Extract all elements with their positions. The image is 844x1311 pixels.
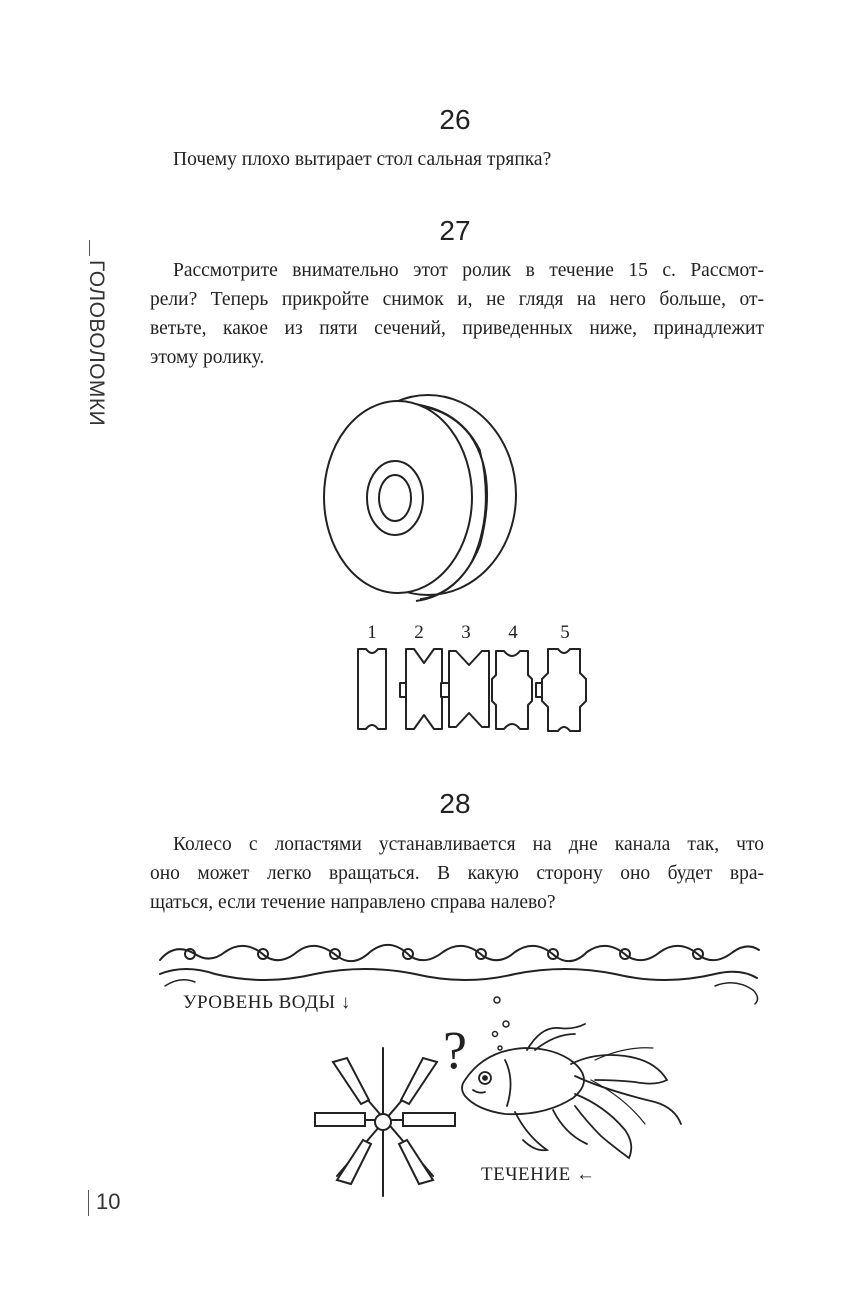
page-number: 10: [96, 1189, 121, 1214]
puzzle-27-line: этому ролику.: [150, 347, 265, 368]
puzzle-28-line: щаться, если течение направлено справа налево?: [150, 892, 556, 913]
section-labels: [355, 618, 595, 644]
current-label: ТЕЧЕНИЕ ←: [481, 1164, 596, 1185]
puzzle-27-number: 27: [439, 215, 471, 246]
puzzle-28-line: оно может легко вращаться. В какую сторону оно будет вра-: [150, 863, 764, 884]
puzzle-27-text: [150, 256, 764, 372]
goldfish: [462, 1024, 681, 1158]
puzzle-27-line: Рассмотрите внимательно этот ролик в течение 15 с. Рассмот-: [173, 260, 764, 281]
question-mark: ?: [443, 1020, 467, 1080]
section-shape-1: [358, 649, 386, 729]
section-label-2: 2: [414, 622, 424, 643]
section-shape-4: [492, 651, 532, 729]
page-number-rule: [88, 1190, 89, 1216]
puzzle-28-line: Колесо с лопастями устанавливается на дне канала так, что: [173, 834, 764, 855]
water-illustration: [155, 930, 765, 1200]
section-shape-2: [406, 649, 442, 729]
puzzle-26-number: 26: [439, 104, 471, 135]
puzzle-28-number: 28: [439, 788, 471, 819]
section-label-4: 4: [508, 622, 518, 643]
puzzle-28-text: [150, 830, 764, 917]
paddle-wheel: [315, 1048, 455, 1196]
roller-illustration: [320, 395, 520, 605]
water-wave-top: [160, 945, 759, 961]
section-shape-5: [542, 649, 586, 731]
section-label-3: 3: [461, 622, 471, 643]
section-label-1: 1: [367, 622, 377, 643]
water-level-label: УРОВЕНЬ ВОДЫ ↓: [183, 992, 351, 1013]
running-head: ГОЛОВОЛОМКИ: [85, 260, 108, 427]
puzzle-27-line: ветьте, какое из пяти сечений, приведенных ниже, принадлежит: [150, 318, 764, 339]
puzzle-26-line: Почему плохо вытирает стол сальная тряпка?: [173, 149, 552, 170]
section-shape-3: [449, 651, 489, 727]
section-label-5: 5: [560, 622, 570, 643]
puzzle-27-line: рели? Теперь прикройте снимок и, не глядя на него больше, от-: [150, 289, 764, 310]
cross-sections: [352, 645, 592, 737]
puzzle-26-text: [150, 145, 764, 174]
